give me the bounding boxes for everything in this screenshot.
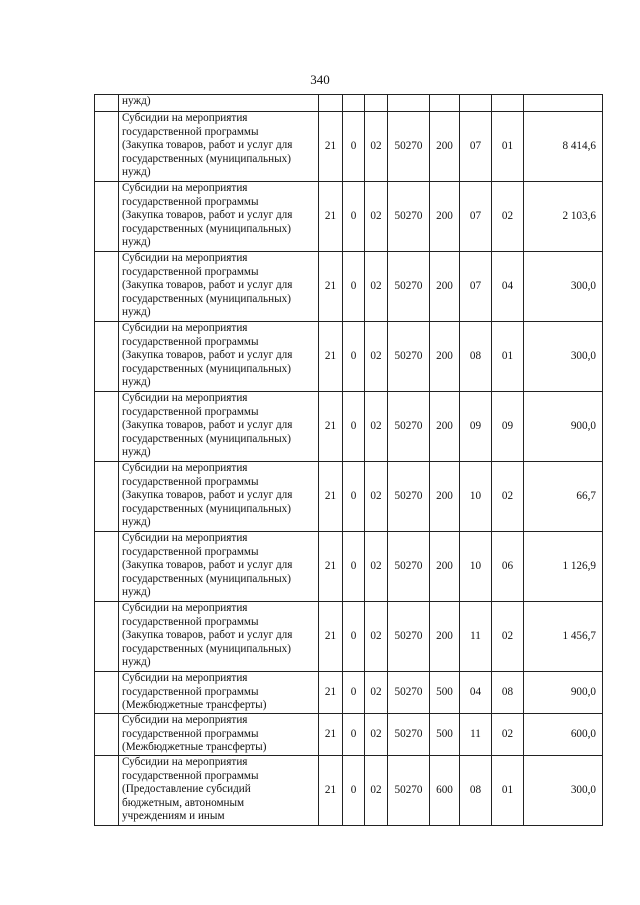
amount-cell: 8 414,6 — [524, 112, 603, 182]
code-3-cell: 02 — [365, 602, 388, 672]
blank-cell — [95, 602, 119, 672]
blank-cell — [95, 672, 119, 714]
description-cell — [119, 462, 319, 532]
description-cell — [119, 112, 319, 182]
description-cell — [119, 182, 319, 252]
page-number: 340 — [310, 72, 330, 87]
code-3-cell: 02 — [365, 672, 388, 714]
amount-cell: 300,0 — [524, 322, 603, 392]
blank-cell — [95, 322, 119, 392]
code-2-cell: 0 — [343, 252, 365, 322]
blank-cell — [95, 182, 119, 252]
blank-cell — [492, 95, 524, 112]
code-4-cell: 50270 — [388, 714, 430, 756]
code-1-cell: 21 — [319, 462, 343, 532]
code-5-cell: 200 — [430, 252, 460, 322]
description-line: государственной программы — [122, 265, 259, 278]
code-5-cell: 200 — [430, 532, 460, 602]
blank-cell — [95, 95, 119, 112]
code-7-cell: 01 — [492, 112, 524, 182]
description-cell — [119, 756, 319, 826]
description-line: (Закупка товаров, работ и услуг для — [122, 489, 293, 502]
description-line: Субсидии на мероприятия — [122, 602, 248, 614]
description-line: (Закупка товаров, работ и услуг для — [122, 209, 293, 222]
blank-cell — [430, 95, 460, 112]
amount-cell: 300,0 — [524, 252, 603, 322]
table-row — [95, 252, 603, 322]
description-line: Субсидии на мероприятия — [122, 182, 248, 194]
continuation-text: нужд) — [119, 95, 319, 112]
code-1-cell: 21 — [319, 532, 343, 602]
code-6-cell: 08 — [460, 322, 492, 392]
description-line: Субсидии на мероприятия — [122, 392, 248, 404]
description-line: Субсидии на мероприятия — [122, 672, 248, 684]
code-3-cell: 02 — [365, 714, 388, 756]
description-line: учреждениям и иным — [122, 810, 225, 823]
description-line: государственной программы — [122, 615, 259, 628]
description-line: (Закупка товаров, работ и услуг для — [122, 139, 293, 152]
blank-cell — [365, 95, 388, 112]
description-line: Субсидии на мероприятия — [122, 714, 248, 726]
code-5-cell: 200 — [430, 182, 460, 252]
description-line: Субсидии на мероприятия — [122, 462, 248, 474]
code-1-cell: 21 — [319, 112, 343, 182]
table-row — [95, 392, 603, 462]
code-4-cell: 50270 — [388, 672, 430, 714]
description-line: (Закупка товаров, работ и услуг для — [122, 349, 293, 362]
code-1-cell: 21 — [319, 182, 343, 252]
description-cell — [119, 252, 319, 322]
code-7-cell: 04 — [492, 252, 524, 322]
description-line: государственной программы — [122, 545, 259, 558]
code-5-cell: 600 — [430, 756, 460, 826]
blank-cell — [524, 95, 603, 112]
code-4-cell: 50270 — [388, 462, 430, 532]
code-6-cell: 10 — [460, 532, 492, 602]
code-7-cell: 09 — [492, 392, 524, 462]
code-2-cell: 0 — [343, 532, 365, 602]
code-5-cell: 200 — [430, 602, 460, 672]
code-7-cell: 08 — [492, 672, 524, 714]
description-line: нужд) — [122, 516, 151, 529]
description-line: бюджетным, автономным — [122, 796, 245, 809]
budget-table — [94, 94, 603, 826]
description-line: государственной программы — [122, 405, 259, 418]
code-6-cell: 04 — [460, 672, 492, 714]
description-line: нужд) — [122, 306, 151, 319]
description-cell — [119, 532, 319, 602]
description-line: Субсидии на мероприятия — [122, 252, 248, 264]
code-2-cell: 0 — [343, 756, 365, 826]
table-row — [95, 532, 603, 602]
amount-cell: 300,0 — [524, 756, 603, 826]
description-line: государственных (муниципальных) — [122, 362, 291, 375]
code-6-cell: 08 — [460, 756, 492, 826]
code-2-cell: 0 — [343, 112, 365, 182]
table-row — [95, 112, 603, 182]
description-line: нужд) — [122, 586, 151, 599]
code-2-cell: 0 — [343, 462, 365, 532]
description-cell — [119, 322, 319, 392]
table-row — [95, 756, 603, 826]
code-3-cell: 02 — [365, 252, 388, 322]
code-6-cell: 07 — [460, 182, 492, 252]
code-7-cell: 06 — [492, 532, 524, 602]
blank-cell — [95, 462, 119, 532]
description-line: государственных (муниципальных) — [122, 292, 291, 305]
amount-cell: 1 456,7 — [524, 602, 603, 672]
table-row — [95, 182, 603, 252]
code-7-cell: 02 — [492, 182, 524, 252]
code-3-cell: 02 — [365, 112, 388, 182]
code-7-cell: 02 — [492, 602, 524, 672]
code-5-cell: 500 — [430, 714, 460, 756]
table-row — [95, 672, 603, 714]
description-line: (Межбюджетные трансферты) — [122, 741, 267, 754]
code-1-cell: 21 — [319, 714, 343, 756]
code-4-cell: 50270 — [388, 602, 430, 672]
code-1-cell: 21 — [319, 252, 343, 322]
description-line: нужд) — [122, 166, 151, 179]
code-2-cell: 0 — [343, 602, 365, 672]
code-3-cell: 02 — [365, 182, 388, 252]
description-cell — [119, 602, 319, 672]
description-line: нужд) — [122, 446, 151, 459]
code-4-cell: 50270 — [388, 322, 430, 392]
code-5-cell: 200 — [430, 322, 460, 392]
blank-cell — [95, 532, 119, 602]
code-3-cell: 02 — [365, 756, 388, 826]
code-7-cell: 02 — [492, 714, 524, 756]
blank-cell — [95, 714, 119, 756]
description-line: государственной программы — [122, 125, 259, 138]
code-1-cell: 21 — [319, 602, 343, 672]
code-5-cell: 200 — [430, 112, 460, 182]
table-row — [95, 462, 603, 532]
code-4-cell: 50270 — [388, 756, 430, 826]
amount-cell: 66,7 — [524, 462, 603, 532]
code-3-cell: 02 — [365, 462, 388, 532]
description-line: государственной программы — [122, 195, 259, 208]
code-2-cell: 0 — [343, 392, 365, 462]
code-7-cell: 02 — [492, 462, 524, 532]
blank-cell — [95, 756, 119, 826]
description-line: государственных (муниципальных) — [122, 502, 291, 515]
code-1-cell: 21 — [319, 672, 343, 714]
description-line: Субсидии на мероприятия — [122, 532, 248, 544]
code-5-cell: 500 — [430, 672, 460, 714]
code-2-cell: 0 — [343, 182, 365, 252]
table-row-continuation — [95, 95, 603, 112]
description-line: Субсидии на мероприятия — [122, 322, 248, 334]
code-3-cell: 02 — [365, 322, 388, 392]
description-cell — [119, 672, 319, 714]
code-4-cell: 50270 — [388, 182, 430, 252]
blank-cell — [319, 95, 343, 112]
code-7-cell: 01 — [492, 322, 524, 392]
description-line: нужд) — [122, 656, 151, 669]
code-7-cell: 01 — [492, 756, 524, 826]
code-5-cell: 200 — [430, 462, 460, 532]
description-line: государственных (муниципальных) — [122, 572, 291, 585]
code-4-cell: 50270 — [388, 392, 430, 462]
description-line: государственных (муниципальных) — [122, 432, 291, 445]
description-line: государственных (муниципальных) — [122, 152, 291, 165]
description-line: государственных (муниципальных) — [122, 642, 291, 655]
description-line: (Закупка товаров, работ и услуг для — [122, 419, 293, 432]
description-line: государственных (муниципальных) — [122, 222, 291, 235]
description-line: (Закупка товаров, работ и услуг для — [122, 279, 293, 292]
code-2-cell: 0 — [343, 714, 365, 756]
blank-cell — [95, 252, 119, 322]
blank-cell — [95, 112, 119, 182]
code-1-cell: 21 — [319, 392, 343, 462]
code-4-cell: 50270 — [388, 112, 430, 182]
code-3-cell: 02 — [365, 392, 388, 462]
description-line: Субсидии на мероприятия — [122, 112, 248, 124]
table-body — [95, 95, 603, 826]
description-line: (Межбюджетные трансферты) — [122, 699, 267, 712]
code-2-cell: 0 — [343, 672, 365, 714]
amount-cell: 600,0 — [524, 714, 603, 756]
description-line: Субсидии на мероприятия — [122, 756, 248, 768]
amount-cell: 900,0 — [524, 672, 603, 714]
table-row — [95, 602, 603, 672]
code-4-cell: 50270 — [388, 252, 430, 322]
code-6-cell: 10 — [460, 462, 492, 532]
table-row — [95, 322, 603, 392]
blank-cell — [388, 95, 430, 112]
code-2-cell: 0 — [343, 322, 365, 392]
code-4-cell: 50270 — [388, 532, 430, 602]
code-6-cell: 11 — [460, 602, 492, 672]
description-line: государственной программы — [122, 335, 259, 348]
description-line: государственной программы — [122, 685, 259, 698]
amount-cell: 1 126,9 — [524, 532, 603, 602]
code-6-cell: 07 — [460, 112, 492, 182]
description-line: государственной программы — [122, 727, 259, 740]
blank-cell — [343, 95, 365, 112]
code-6-cell: 09 — [460, 392, 492, 462]
description-cell — [119, 392, 319, 462]
code-5-cell: 200 — [430, 392, 460, 462]
code-1-cell: 21 — [319, 756, 343, 826]
code-6-cell: 07 — [460, 252, 492, 322]
blank-cell — [95, 392, 119, 462]
description-line: (Закупка товаров, работ и услуг для — [122, 629, 293, 642]
description-line: (Закупка товаров, работ и услуг для — [122, 559, 293, 572]
description-line: государственной программы — [122, 475, 259, 488]
amount-cell: 900,0 — [524, 392, 603, 462]
blank-cell — [460, 95, 492, 112]
amount-cell: 2 103,6 — [524, 182, 603, 252]
table-row — [95, 714, 603, 756]
code-1-cell: 21 — [319, 322, 343, 392]
description-line: нужд) — [122, 236, 151, 249]
description-cell — [119, 714, 319, 756]
description-line: (Предоставление субсидий — [122, 783, 251, 796]
code-3-cell: 02 — [365, 532, 388, 602]
code-6-cell: 11 — [460, 714, 492, 756]
description-line: нужд) — [122, 376, 151, 389]
description-line: государственной программы — [122, 769, 259, 782]
